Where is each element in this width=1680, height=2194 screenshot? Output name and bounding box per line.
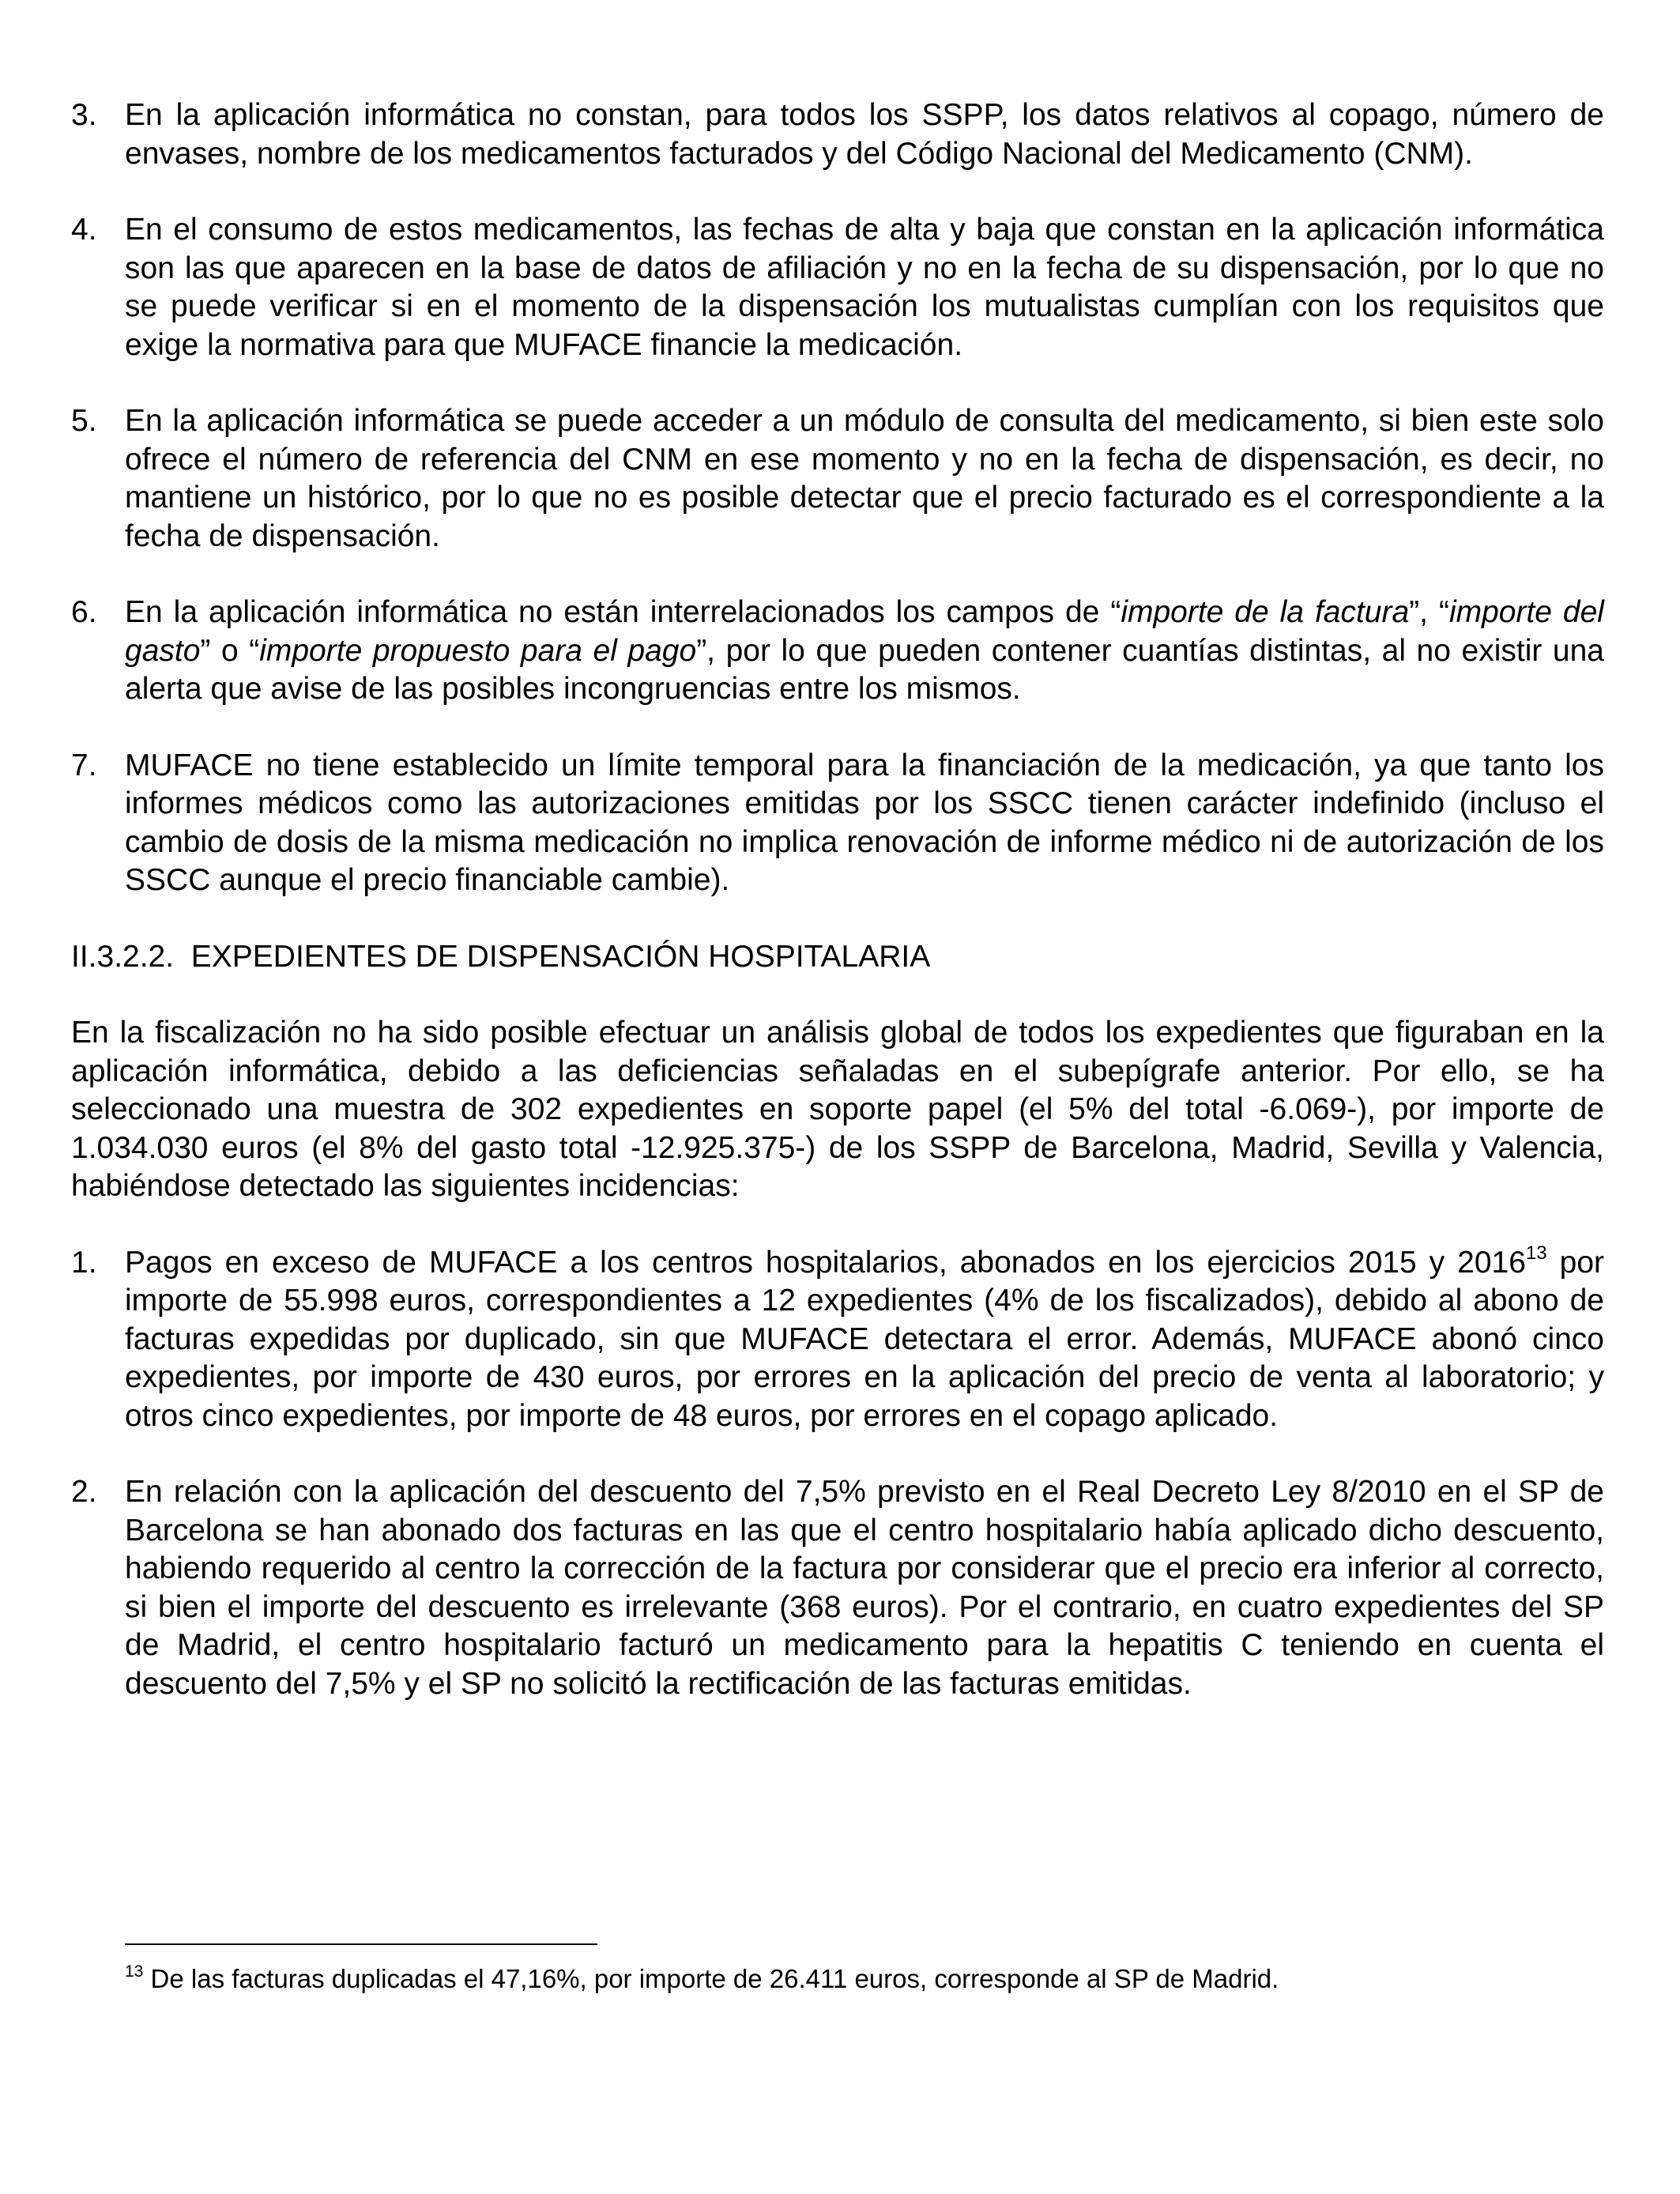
incidence-item-2 <box>71 1473 1604 1703</box>
footnote-separator <box>125 1943 597 1945</box>
footnote <box>125 1963 1603 1995</box>
footnote-text: De las facturas duplicadas el 47,16%, por importe de 26.411 euros, corresponde al SP de Madrid. <box>143 1964 1279 1993</box>
list-number: 2. <box>71 1475 97 1509</box>
list-text: Pagos en exceso de MUFACE a los centros hospitalarios, abonados en los ejercicios 2015 y 2016$^{13}$ por importe de 55.998 euros, correspondientes a 12 expedientes (4% de los fiscalizados), debido al abono de facturas expedidas por duplicado, sin que MUFACE detectara el error. Además, MUFACE abonó cinco expedientes, por importe de 430 euros, por errores en la aplicación del precio de venta al laboratorio; y otros cinco expedientes, por importe de 48 euros, por errores en el copago aplicado. <box>125 1242 1605 1433</box>
footnote-reference[interactable]: 13 <box>1525 1242 1547 1264</box>
incidence-item-1 <box>71 1244 1604 1436</box>
list-item-4 <box>71 211 1604 364</box>
field-name-italic: importe de la factura <box>1121 595 1410 629</box>
list-text: MUFACE no tiene establecido un límite temporal para la financiación de la medicación, ya que tanto los informes médicos como las autorizaciones emitidas por los SSCC tienen carácter indefinido (incluso el cambio de dosis de la misma medicación no implica renovación de informe médico ni de autorización de los SSCC aunque el precio financiable cambie). <box>125 748 1604 897</box>
field-name-italic: importe propuesto para el pago <box>259 633 697 668</box>
list-text: En la aplicación informática no constan, para todos los SSPP, los datos relativos al copago, número de envases, nombre de los medicamentos facturados y del Código Nacional del Medicamento (CNM). <box>125 98 1604 171</box>
list-number: 4. <box>71 213 97 247</box>
intro-paragraph: En la fiscalización no ha sido posible efectuar un análisis global de todos los expedientes que figuraban en la aplicación informática, debido a las deficiencias señaladas en el subepígrafe anterior. Por ello, se ha seleccionado una muestra de 302 expedientes en soporte papel (el 5% del total -6.069-), por importe de 1.034.030 euros (el 8% del gasto total -12.925.375-) de los SSPP de Barcelona, Madrid, Sevilla y Valencia, habiéndose detectado las siguientes incidencias: <box>71 1016 1604 1203</box>
list-item-3 <box>71 96 1604 173</box>
footnote-mark: 13 <box>125 1962 144 1981</box>
list-number: 7. <box>71 748 97 782</box>
list-number: 3. <box>71 98 97 132</box>
list-text: En el consumo de estos medicamentos, las fechas de alta y baja que constan en la aplicación informática son las que aparecen en la base de datos de afiliación y no en la fecha de su dispensación, por lo que no se puede verificar si en el momento de la dispensación los mutualistas cumplían con los requisitos que exige la normativa para que MUFACE financie la medicación. <box>125 213 1604 362</box>
list-item-5 <box>71 402 1604 556</box>
list-number: 6. <box>71 595 97 629</box>
list-number: 1. <box>71 1245 97 1280</box>
list-item-7 <box>71 747 1604 900</box>
list-number: 5. <box>71 404 97 438</box>
document-body <box>71 96 1604 1703</box>
list-item-6 <box>71 594 1604 709</box>
list-text: En la aplicación informática no están interrelacionados los campos de “importe de la factura”, “importe del gasto” o “importe propuesto para el pago”, por lo que pueden contener cuantías distintas, al no existir una alerta que avise de las posibles incongruencias entre los mismos. <box>125 595 1604 706</box>
list-text: En relación con la aplicación del descuento del 7,5% previsto en el Real Decreto Ley 8/2010 en el SP de Barcelona se han abonado dos facturas en las que el centro hospitalario había aplicado dicho descuento, habiendo requerido al centro la corrección de la factura por considerar que el precio era inferior al correcto, si bien el importe del descuento es irrelevante (368 euros). Por el contrario, en cuatro expedientes del SP de Madrid, el centro hospitalario facturó un medicamento para la hepatitis C teniendo en cuenta el descuento del 7,5% y el SP no solicitó la rectificación de las facturas emitidas. <box>125 1475 1604 1701</box>
section-heading: II.3.2.2. EXPEDIENTES DE DISPENSACIÓN HOSPITALARIA <box>71 939 931 974</box>
field-name-italic: importe del gasto <box>125 595 1604 668</box>
list-text: En la aplicación informática se puede acceder a un módulo de consulta del medicamento, si bien este solo ofrece el número de referencia del CNM en ese momento y no en la fecha de dispensación, es decir, no mantiene un histórico, por lo que no es posible detectar que el precio facturado es el correspondiente a la fecha de dispensación. <box>125 404 1604 553</box>
